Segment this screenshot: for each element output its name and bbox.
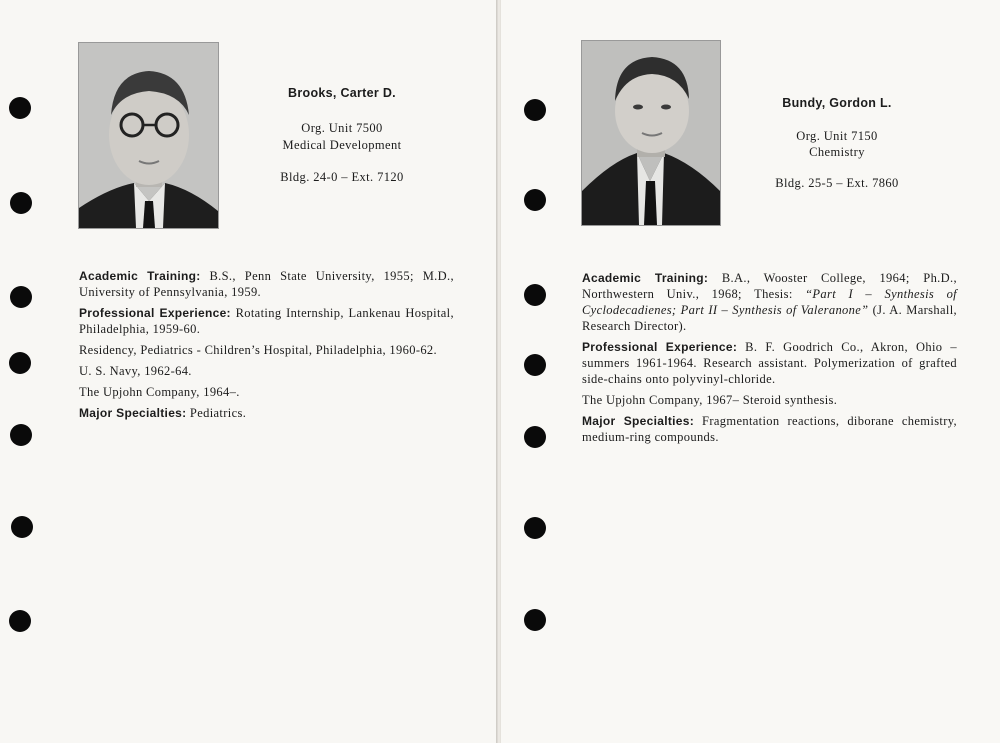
section-text: (J. A. Marshall, Research Director). bbox=[582, 303, 957, 333]
binder-hole bbox=[10, 192, 32, 214]
employee-name: Brooks, Carter D. bbox=[288, 86, 396, 100]
professional-experience bbox=[79, 305, 454, 337]
building-extension: Bldg. 24-0 – Ext. 7120 bbox=[280, 170, 404, 184]
biography bbox=[79, 268, 454, 426]
professional-experience bbox=[582, 339, 957, 387]
portrait-photo bbox=[78, 42, 219, 229]
org-unit: Org. Unit 7500 bbox=[301, 121, 383, 135]
org-unit: Org. Unit 7150 bbox=[796, 129, 878, 143]
section-label: Professional Experience: bbox=[582, 340, 738, 354]
section-label: Professional Experience: bbox=[79, 306, 231, 320]
major-specialties bbox=[79, 405, 454, 421]
binder-hole bbox=[524, 284, 546, 306]
section-text: Pediatrics. bbox=[186, 406, 247, 420]
major-specialties bbox=[582, 413, 957, 445]
binder-hole bbox=[10, 424, 32, 446]
portrait-photo bbox=[581, 40, 721, 226]
employee-name: Bundy, Gordon L. bbox=[782, 96, 892, 110]
binder-hole bbox=[9, 97, 31, 119]
residency-entry: Residency, Pediatrics - Children’s Hospital, Philadelphia, 1960-62. bbox=[79, 343, 438, 357]
department: Chemistry bbox=[809, 145, 865, 159]
academic-training bbox=[79, 268, 454, 300]
section-text: B.S., Penn State University, 1955; M.D., University of Pennsylvania, 1959. bbox=[79, 269, 454, 299]
binder-hole bbox=[524, 99, 546, 121]
section-label: Academic Training: bbox=[582, 271, 709, 285]
section-label: Major Specialties: bbox=[582, 414, 695, 428]
department: Medical Development bbox=[282, 138, 402, 152]
binder-hole bbox=[524, 189, 546, 211]
navy-entry: U. S. Navy, 1962-64. bbox=[79, 364, 192, 378]
company-entry: The Upjohn Company, 1967– Steroid synthesis. bbox=[582, 393, 838, 407]
section-text: B. F. Goodrich Co., Akron, Ohio – summers 1961-1964. Research assistant. Polymerization of grafted side-chains onto polyvinyl-chloride. bbox=[582, 340, 957, 386]
section-label: Academic Training: bbox=[79, 269, 201, 283]
thesis-title: “Part I – Synthesis of Cyclodecadienes; Part II – Synthesis of Valeranone” bbox=[582, 287, 958, 317]
biography bbox=[582, 270, 957, 450]
building-extension: Bldg. 25-5 – Ext. 7860 bbox=[775, 176, 899, 190]
academic-training bbox=[582, 270, 957, 334]
company-entry: The Upjohn Company, 1964–. bbox=[79, 385, 240, 399]
binder-hole bbox=[10, 286, 32, 308]
binder-hole bbox=[9, 352, 31, 374]
binder-hole bbox=[11, 516, 33, 538]
binder-hole bbox=[9, 610, 31, 632]
section-text: Fragmentation reactions, diborane chemistry, medium-ring compounds. bbox=[582, 414, 958, 444]
right-page bbox=[501, 0, 1000, 743]
binder-hole bbox=[524, 354, 546, 376]
section-label: Major Specialties: bbox=[79, 406, 187, 420]
section-text: B.A., Wooster College, 1964; Ph.D., Northwestern Univ., 1968; Thesis: bbox=[582, 271, 957, 301]
binder-hole bbox=[524, 426, 546, 448]
binder-hole bbox=[524, 517, 546, 539]
binder-hole bbox=[524, 609, 546, 631]
left-page bbox=[0, 0, 498, 743]
section-text: Rotating Internship, Lankenau Hospital, Philadelphia, 1959-60. bbox=[79, 306, 454, 336]
